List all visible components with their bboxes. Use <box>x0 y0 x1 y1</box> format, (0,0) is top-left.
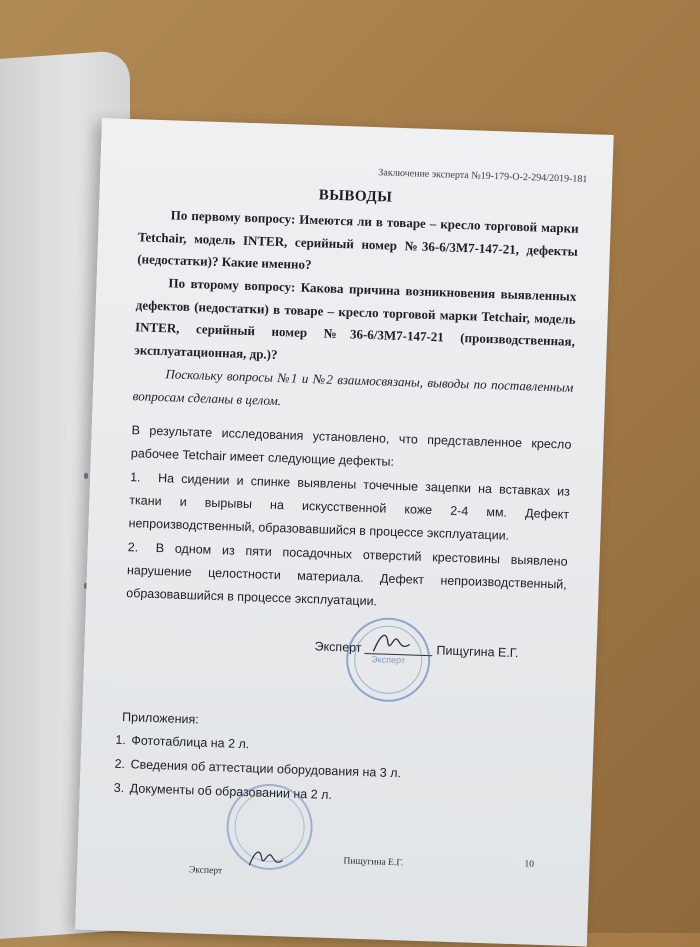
document-reference: Заключение эксперта №19-179-О-2-294/2019-181 <box>378 167 588 186</box>
signature-label: Эксперт <box>314 639 362 655</box>
defect-item-2 <box>126 536 568 620</box>
defect-number: 1. <box>129 470 141 485</box>
appendices-title: Приложения: <box>121 710 199 727</box>
defect-item-1 <box>128 466 570 550</box>
appendix-number: 2. <box>114 756 126 772</box>
appendix-text: Документы об образовании на 2 л. <box>129 781 333 802</box>
footer-expert-label: Эксперт <box>188 865 223 877</box>
appendix-number: 3. <box>113 780 125 796</box>
defect-number: 2. <box>127 540 139 555</box>
question-1: По первому вопросу: Имеются ли в товаре – кресло торговой марки Tetchair, модель INTER, серийный номер №36-6/3М7-147-21, дефекты (недостатки)? Какие именно? <box>137 207 579 273</box>
signature-scribble-icon <box>369 625 414 660</box>
page-number: 10 <box>524 859 535 870</box>
defect-text: В одном из пяти посадочных отверстий крестовины выявлено нарушение целостности материала. Дефект непроизводственный, образовавшийся в процессе эксплуатации. <box>126 541 568 609</box>
appendix-item-1 <box>115 729 250 756</box>
question-2: По второму вопросу: Какова причина возникновения выявленных дефектов (недостатки) в товаре – кресло торговой марки Tetchair, модель INTER, серийный номер №36-6/3М7-147-21 (производственная, эксплуатационная, др.)? <box>134 275 577 362</box>
appendix-text: Фототаблица на 2 л. <box>131 733 250 752</box>
hole-mark <box>84 473 88 479</box>
result-intro: В результате исследования установлено, что представленное кресло рабочее Tetchair имеет следующие дефекты: <box>130 423 572 469</box>
footer-expert-name: Пищугина Е.Г. <box>343 856 404 869</box>
defect-text: На сидении и спинке выявлены точечные зацепки на вставках из ткани и вырывы на искусственной коже 2-4 мм. Дефект непроизводственный, образовавшийся в процессе эксплуатации. <box>128 471 571 543</box>
combined-note: Поскольку вопросы №1 и №2 взаимосвязаны, выводы по поставленным вопросам сделаны в целом. <box>132 366 574 408</box>
conclusions-heading: ВЫВОДЫ <box>318 187 393 206</box>
appendix-text: Сведения об аттестации оборудования на 3 л. <box>130 757 402 781</box>
document-page <box>75 118 614 947</box>
stamp-text: Эксперт <box>371 653 406 665</box>
appendix-number: 1. <box>115 732 127 748</box>
signature-name: Пищугина Е.Г. <box>436 643 519 661</box>
footer-signature-icon <box>245 843 286 874</box>
